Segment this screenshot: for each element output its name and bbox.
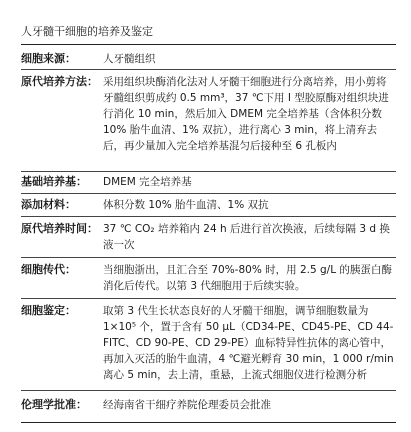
row-label: 原代培养时间： bbox=[21, 222, 98, 235]
row-label: 原代培养方法： bbox=[21, 75, 98, 88]
row-value: 37 ℃ CO₂ 培养箱内 24 h 后进行首次换液，后续每隔 3 d 换液一次 bbox=[103, 223, 390, 251]
row-value: 取第 3 代生长状态良好的人牙髓干细胞，调节细胞数量为 1×10⁵ 个，置于含有 50 μL（CD34-PE、CD45-PE、CD 44-FITC、CD 90-PE、CD 29-PE）血标特异性抗体的离心管中，再加入灭活的胎牛血清，4 ℃避光孵育 30 min，1 000 r/min 离心 5 min，去上清，重悬，上流式细胞仪进行检测分析 bbox=[103, 305, 394, 381]
table-row bbox=[21, 221, 396, 258]
row-value: 体积分数 10% 胎牛血清、1% 双抗 bbox=[103, 199, 269, 211]
row-label: 基础培养基： bbox=[21, 175, 87, 188]
table-row bbox=[21, 397, 396, 415]
row-value: 人牙髓组织 bbox=[103, 53, 156, 65]
table-row bbox=[21, 51, 396, 70]
table-row bbox=[21, 197, 396, 217]
table-title: 人牙髓干细胞的培养及鉴定 bbox=[21, 25, 153, 38]
top-rule bbox=[21, 44, 396, 45]
row-value: 采用组织块酶消化法对人牙髓干细胞进行分离培养，用小剪将牙髓组织剪成约 0.5 mm³，37 ℃下用 I 型胶原酶对组织块进行消化 10 min，然后加入 DMEM 完全培养基（含体积分数 10% 胎牛血清、1% 双抗），进行离心 3 min，将上清弃去后，再少量加入完全培养基混匀后接种至 6 孔板内 bbox=[103, 76, 389, 152]
row-value: 当细胞浙出，且汇合至 70%-80% 时，用 2.5 g/L 的胰蛋白酶消化后传代。以第 3 代细胞用于后续实验。 bbox=[103, 264, 392, 292]
row-label: 伦理学批准： bbox=[21, 398, 87, 411]
row-label: 细胞鉴定： bbox=[21, 304, 76, 317]
table-row bbox=[21, 174, 396, 194]
bottom-rule bbox=[21, 422, 396, 423]
table-row bbox=[21, 74, 396, 172]
row-label: 添加材料： bbox=[21, 198, 76, 211]
row-label: 细胞来源： bbox=[21, 52, 76, 65]
row-value: DMEM 完全培养基 bbox=[103, 176, 192, 188]
table-row bbox=[21, 262, 396, 299]
row-label: 细胞传代： bbox=[21, 263, 76, 276]
row-value: 经海南省干细疗养院伦理委员会批准 bbox=[103, 399, 271, 411]
table-row bbox=[21, 303, 396, 391]
